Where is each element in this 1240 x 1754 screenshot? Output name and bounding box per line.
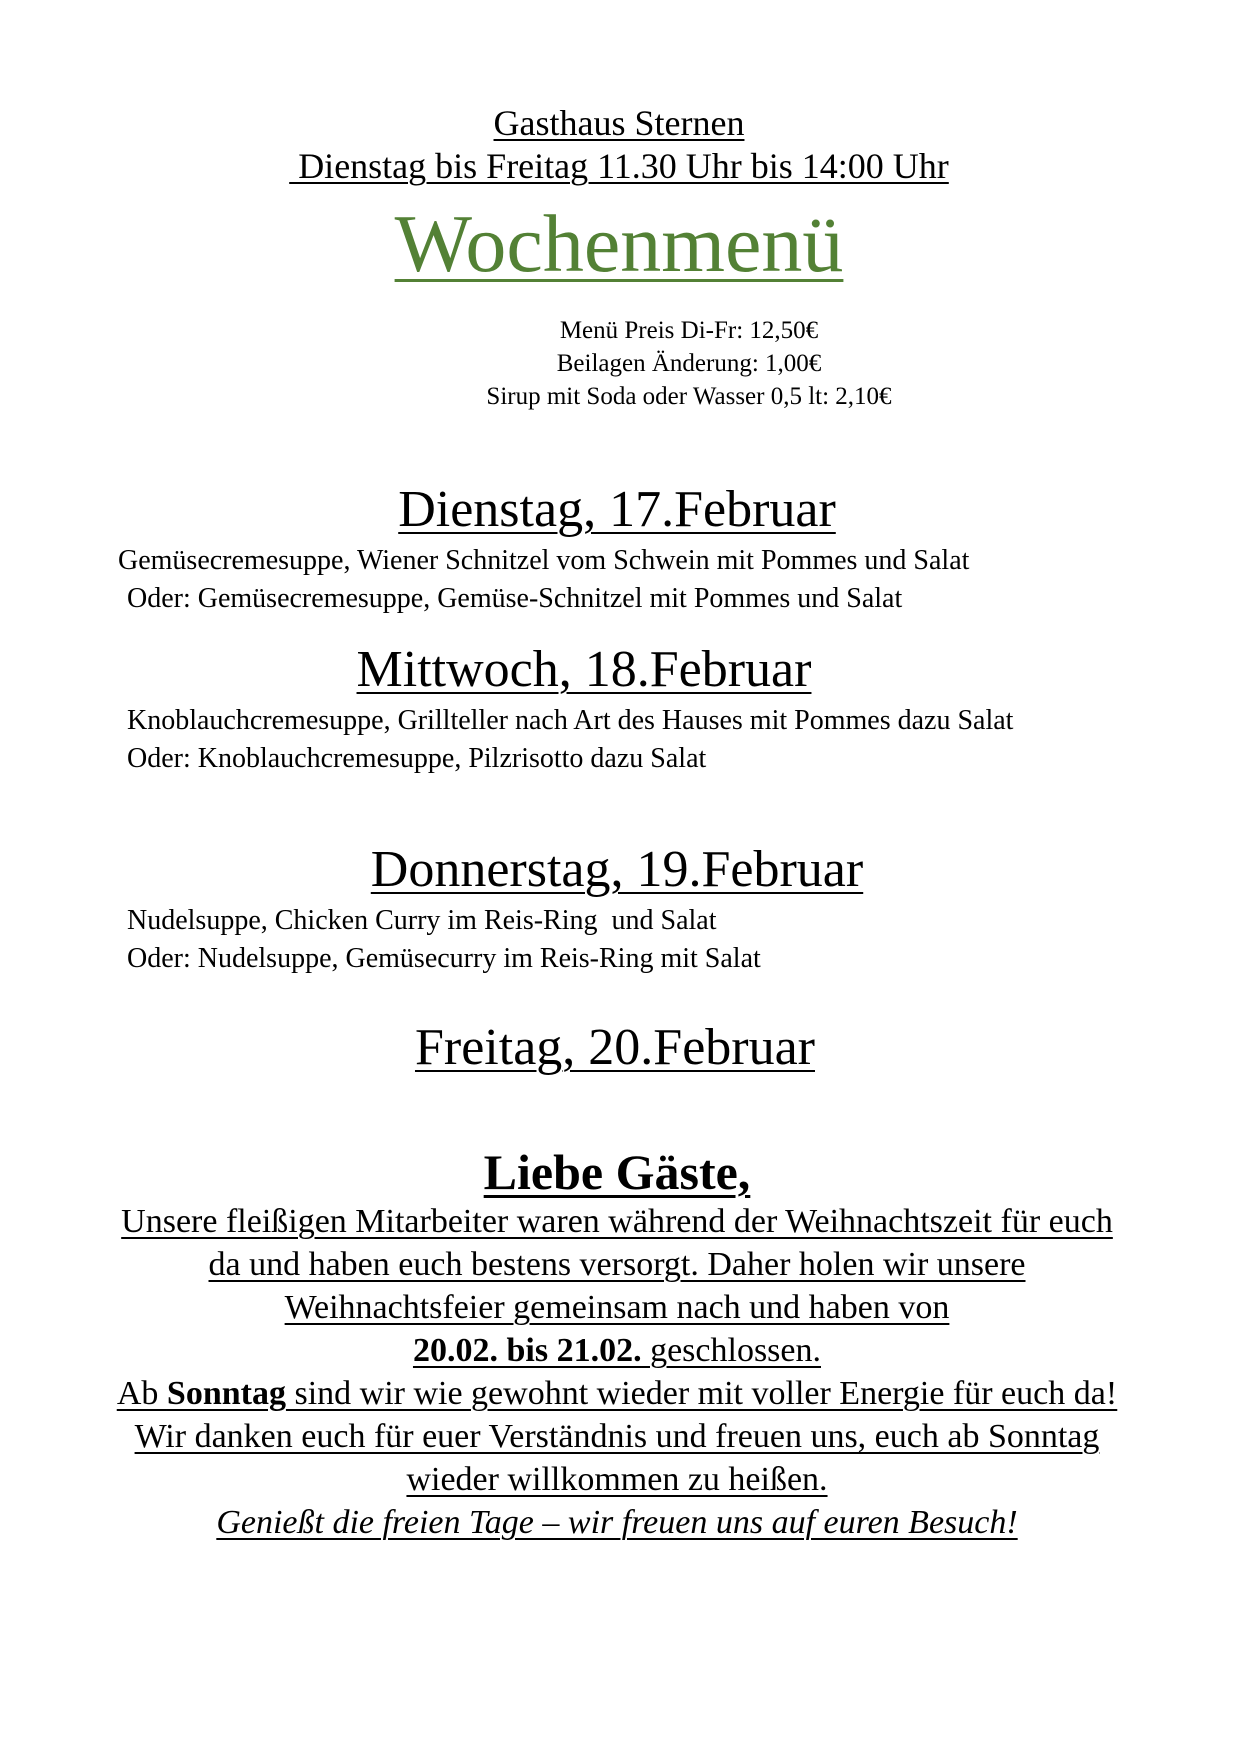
notice-line-text: Unsere fleißigen Mitarbeiter waren während der Weihnachtszeit für euch bbox=[121, 1203, 1113, 1240]
notice-line-text: Genießt die freien Tage – wir freuen uns auf euren Besuch! bbox=[216, 1504, 1018, 1541]
day-heading-text: Donnerstag, 19.Februar bbox=[370, 841, 864, 898]
notice-line-text bbox=[413, 1332, 821, 1369]
notice-line bbox=[0, 1415, 1237, 1458]
notice-line-text bbox=[117, 1375, 1117, 1412]
restaurant-name bbox=[0, 101, 1239, 145]
notice-line-text: Wir danken euch für euer Verständnis und freuen uns, euch ab Sonntag bbox=[134, 1418, 1100, 1455]
restaurant-name-text: Gasthaus Sternen bbox=[493, 103, 745, 143]
day-heading-thursday bbox=[0, 840, 1237, 900]
page-title: Wochenmenü bbox=[394, 198, 844, 289]
notice-line bbox=[0, 1458, 1237, 1501]
notice-closing-wish bbox=[0, 1501, 1237, 1544]
dish-line: Gemüsecremesuppe, Wiener Schnitzel vom Schwein mit Pommes und Salat bbox=[118, 545, 970, 576]
day-heading-tuesday bbox=[0, 480, 1237, 540]
notice-reopening bbox=[0, 1372, 1237, 1415]
notice-line-text: da und haben euch bestens versorgt. Daher holen wir unsere bbox=[208, 1246, 1026, 1283]
closing-dates: 20.02. bis 21.02. bbox=[412, 1332, 642, 1369]
notice-line bbox=[0, 1200, 1237, 1243]
opening-hours bbox=[0, 144, 1239, 188]
notice-line-text: wieder willkommen zu heißen. bbox=[406, 1461, 828, 1498]
notice-line bbox=[0, 1286, 1237, 1329]
day-heading-text: Freitag, 20.Februar bbox=[414, 1019, 815, 1076]
dish-line: Oder: Knoblauchcremesuppe, Pilzrisotto dazu Salat bbox=[127, 743, 707, 774]
notice-heading-text: Liebe Gäste, bbox=[483, 1144, 751, 1200]
day-heading-wednesday bbox=[0, 640, 1204, 700]
notice-line-rest: sind wir wie gewohnt wieder mit voller Energie für euch da! bbox=[285, 1375, 1118, 1412]
notice-line-text: Weihnachtsfeier gemeinsam nach und haben von bbox=[284, 1289, 950, 1326]
notice-line-rest: geschlossen. bbox=[641, 1332, 821, 1369]
reopening-day: Sonntag bbox=[166, 1375, 286, 1412]
dish-line: Nudelsuppe, Chicken Curry im Reis-Ring und Salat bbox=[127, 905, 717, 936]
dish-line: Oder: Gemüsecremesuppe, Gemüse-Schnitzel mit Pommes und Salat bbox=[127, 583, 903, 614]
day-heading-text: Mittwoch, 18.Februar bbox=[356, 641, 812, 698]
notice-line-pre: Ab bbox=[116, 1375, 167, 1412]
notice-line bbox=[0, 1243, 1237, 1286]
day-heading-friday bbox=[0, 1018, 1235, 1078]
dish-line: Knoblauchcremesuppe, Grillteller nach Art des Hauses mit Pommes dazu Salat bbox=[127, 705, 1014, 736]
notice-closing-dates bbox=[0, 1329, 1237, 1372]
price-drink: Sirup mit Soda oder Wasser 0,5 lt: 2,10€ bbox=[486, 383, 892, 410]
day-heading-text: Dienstag, 17.Februar bbox=[398, 481, 836, 538]
price-sides: Beilagen Änderung: 1,00€ bbox=[556, 350, 822, 377]
notice-heading bbox=[0, 1143, 1237, 1201]
opening-hours-text: Dienstag bis Freitag 11.30 Uhr bis 14:00 Uhr bbox=[289, 146, 949, 186]
dish-line: Oder: Nudelsuppe, Gemüsecurry im Reis-Ring mit Salat bbox=[127, 943, 761, 974]
price-menu: Menü Preis Di-Fr: 12,50€ bbox=[559, 317, 819, 344]
